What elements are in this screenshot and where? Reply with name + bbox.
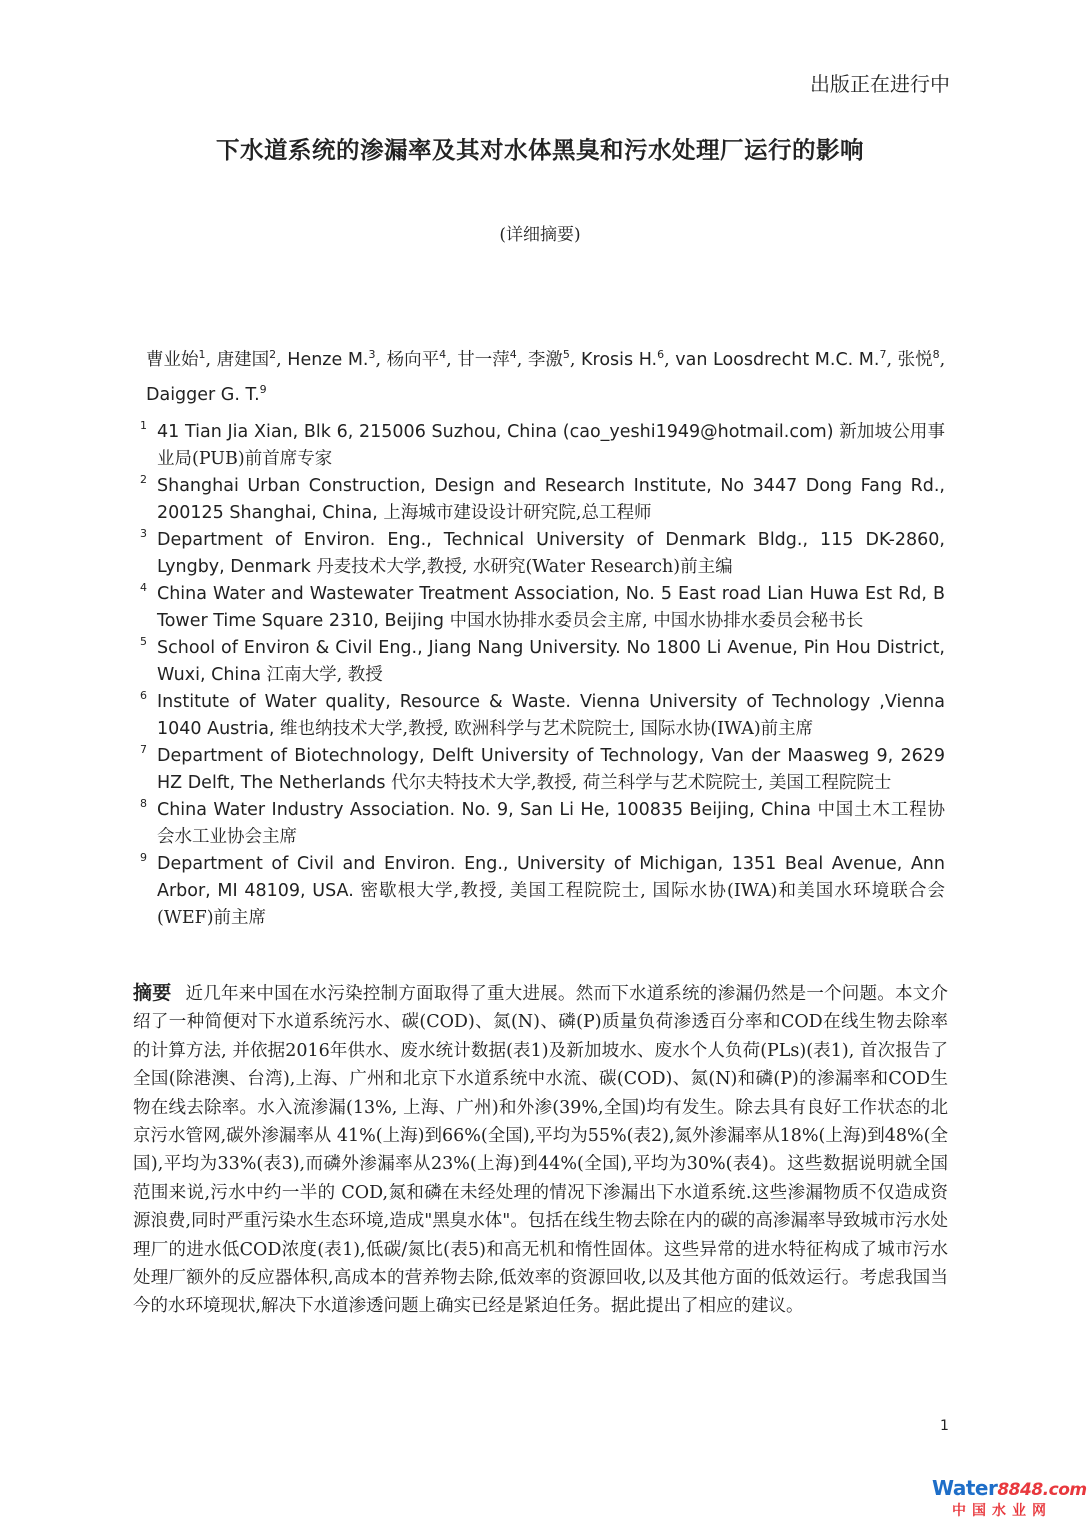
publication-status: 出版正在进行中 — [810, 72, 950, 96]
affiliation-role: 中国水协排水委员会主席, 中国水协排水委员会秘书长 — [444, 611, 864, 631]
abstract-text: 近几年来中国在水污染控制方面取得了重大进展。然而下水道系统的渗漏仍然是一个问题。本文介绍了一种简便对下水道系统污水、碳(COD)、氮(N)、磷(P)质量负荷渗透百分率和COD在线生物去除率的计算方法, 并依据2016年供水、废水统计数据(表1)及新加坡水、废水个人负荷(PLs)(表1), 首次报告了全国(除港澳、台湾),上海、广州和北京下水道系统中水流、碳(COD)、氮(N)和磷(P)的渗漏率和COD生物在线去除率。水入流渗漏(13%, 上海、广州)和外渗(39%,全国)均有发生。除去具有良好工作状态的北京污水管网,碳外渗漏率从 41%(上海)到66%(全国),平均为55%(表2),氮外渗漏率从18%(上海)到48%(全国),平均为33%(表3),而磷外渗漏率从23%(上海)到44%(全国),平均为30%(表4)。这些数据说明就全国范围来说,污水中约一半的 COD,氮和磷在未经处理的情况下渗漏出下水道系统.这些渗漏物质不仅造成资源浪费,同时严重污染水生态环境,造成"黑臭水体"。包括在线生物去除在内的碳的高渗漏率导致城市污水处理厂的进水低COD浓度(表1),低碳/氮比(表5)和高无机和惰性固体。这些异常的进水特征构成了城市污水处理厂额外的反应器体积,高成本的营养物去除,低效率的资源回收,以及其他方面的低效运行。考虑我国当今的水环境现状,解决下水道渗透问题上确实已经是紧迫任务。据此提出了相应的建议。 — [133, 984, 948, 1317]
paper-subtitle: (详细摘要) — [499, 225, 581, 245]
affiliation-number: 7 — [140, 743, 147, 756]
author-name: 唐建国 — [216, 349, 270, 370]
affiliation-address: China Water and Wastewater Treatment Association, No. 5 East road Lian Huwa Est Rd, B Tower Time Square 2310, Beijing — [157, 584, 945, 631]
affiliation-number: 3 — [140, 527, 147, 540]
author-affiliation-marker: 5 — [562, 348, 570, 361]
watermark-logo — [932, 1476, 1087, 1520]
author-affiliation-marker: 3 — [368, 348, 376, 361]
author-name: 杨向平 — [386, 349, 440, 370]
author-affiliation-marker: 6 — [657, 348, 665, 361]
author-affiliation-marker: 8 — [932, 348, 940, 361]
affiliation-item — [140, 419, 945, 473]
affiliation-address: China Water Industry Association. No. 9, San Li He, 100835 Beijing, China — [157, 800, 812, 820]
affiliation-role: 密歇根大学,教授, 美国工程院院士, 国际水协(IWA)和美国水环境联合会(WEF)前主席 — [157, 881, 945, 928]
affiliation-address: Department of Environ. Eng., Technical University of Denmark Bldg., 115 DK-2860, Lyngby, Denmark — [157, 530, 945, 577]
affiliation-item — [140, 473, 945, 527]
author-list: 曹业始$^1$, 唐建国$^2$, Henze M.$^3$, 杨向平$^4$, 甘一萍$^4$, 李激$^5$, Krosis H.$^6$, van Loosdrecht M.C. M.$^7$, 张悦$^8$, Daigger G. T.$^9$ — [146, 348, 946, 405]
author-name: van Loosdrecht M.C. M. — [675, 349, 880, 370]
author-affiliation-marker: 4 — [509, 348, 517, 361]
author-name: 曹业始 — [146, 349, 199, 370]
affiliation-number: 1 — [140, 419, 147, 432]
author-name: Daigger G. T. — [146, 384, 260, 405]
affiliation-role: 上海城市建设设计研究院,总工程师 — [377, 503, 652, 523]
affiliation-number: 8 — [140, 797, 147, 810]
watermark-brand: Water8848.com — [932, 1476, 1087, 1500]
author-affiliation-marker: 7 — [879, 348, 887, 361]
author-affiliation-marker: 1 — [198, 348, 206, 361]
abstract — [133, 979, 948, 1321]
affiliation-list — [140, 419, 945, 932]
affiliation-item — [140, 527, 945, 581]
affiliation-item — [140, 581, 945, 635]
affiliation-address: Department of Civil and Environ. Eng., University of Michigan, 1351 Beal Avenue, Ann Arbor, MI 48109, USA. — [157, 854, 945, 901]
affiliation-role: 维也纳技术大学,教授, 欧洲科学与艺术院院士, 国际水协(IWA)前主席 — [274, 719, 814, 739]
author-affiliation-marker: 9 — [259, 382, 267, 396]
affiliation-item — [140, 851, 945, 932]
author-name: 甘一萍 — [457, 349, 510, 370]
author-name: 张悦 — [897, 349, 933, 370]
affiliation-role: 丹麦技术大学,教授, 水研究(Water Research)前主编 — [310, 557, 733, 577]
author-name: Henze M. — [287, 349, 369, 370]
affiliation-number: 9 — [140, 851, 147, 864]
author-name: 李激 — [527, 349, 563, 370]
affiliation-number: 5 — [140, 635, 147, 648]
affiliation-address: Shanghai Urban Construction, Design and Research Institute, No 3447 Dong Fang Rd., 200125 Shanghai, China, — [157, 476, 945, 523]
affiliation-address: Institute of Water quality, Resource & Waste. Vienna University of Technology ,Vienna 1040 Austria, — [157, 692, 945, 739]
author-affiliation-marker: 4 — [439, 348, 447, 361]
abstract-label: 摘要 — [133, 982, 172, 1004]
affiliation-role: 中国土木工程协会水工业协会主席 — [157, 800, 945, 847]
affiliation-number: 6 — [140, 689, 147, 702]
affiliation-address: Department of Biotechnology, Delft University of Technology, Van der Maasweg 9, 2629 HZ Delft, The Netherlands — [157, 746, 945, 793]
affiliation-role: 江南大学, 教授 — [261, 665, 383, 685]
affiliation-item — [140, 743, 945, 797]
paper-title: 下水道系统的渗漏率及其对水体黑臭和污水处理厂运行的影响 — [216, 136, 864, 164]
affiliation-item — [140, 689, 945, 743]
affiliation-address: 41 Tian Jia Xian, Blk 6, 215006 Suzhou, China (cao_yeshi1949@hotmail.com) — [157, 422, 834, 442]
author-affiliation-marker: 2 — [269, 348, 277, 361]
affiliation-role: 代尔夫特技术大学,教授, 荷兰科学与艺术院院士, 美国工程院院士 — [385, 773, 892, 793]
affiliation-item — [140, 797, 945, 851]
affiliation-role: 新加坡公用事业局(PUB)前首席专家 — [157, 422, 945, 469]
author-name: Krosis H. — [581, 349, 658, 370]
page-number: 1 — [940, 1418, 949, 1434]
affiliation-number: 4 — [140, 581, 147, 594]
affiliation-address: School of Environ & Civil Eng., Jiang Nang University. No 1800 Li Avenue, Pin Hou District, Wuxi, China — [157, 638, 945, 685]
affiliation-number: 2 — [140, 473, 147, 486]
watermark-tagline: 中国水业网 — [952, 1503, 1052, 1519]
affiliation-item — [140, 635, 945, 689]
